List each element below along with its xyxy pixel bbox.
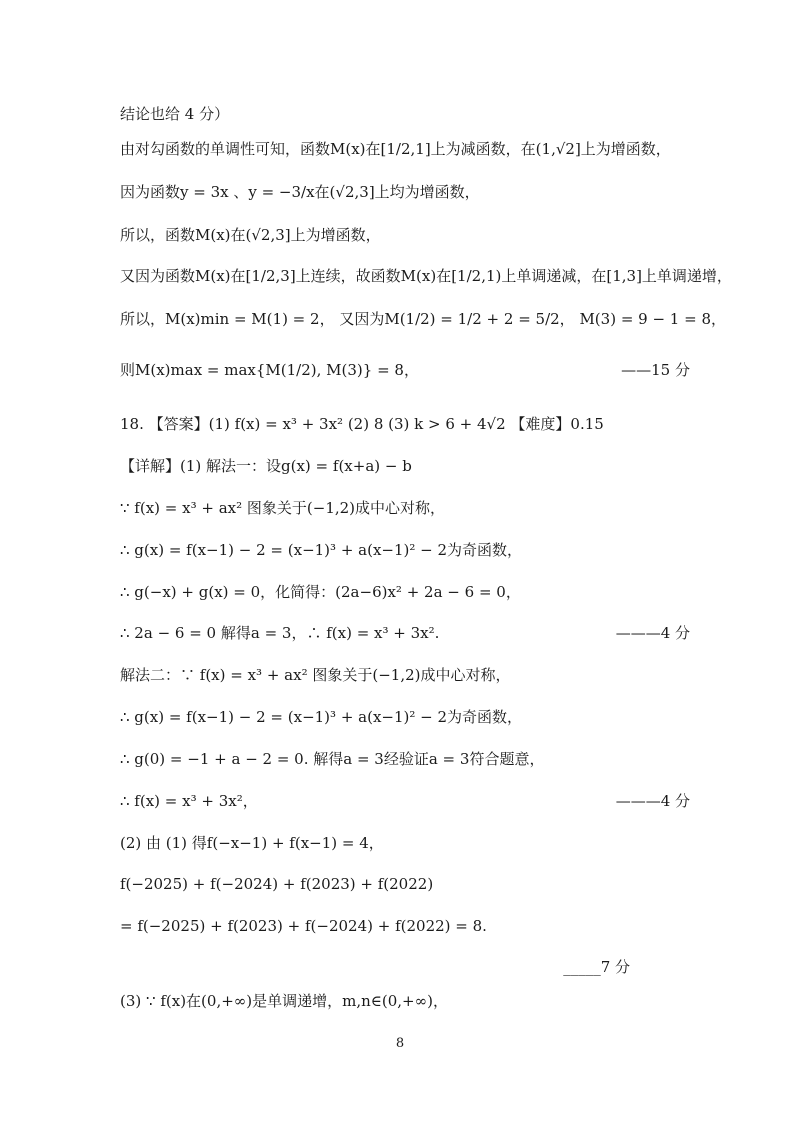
text-line: 所以，函数M(x)在(√2,3]上为增函数， xyxy=(120,226,381,244)
text-line: ∴ g(x) = f(x−1) − 2 = (x−1)³ + a(x−1)² − 2为奇函数， xyxy=(120,541,523,559)
text-line: = f(−2025) + f(2023) + f(−2024) + f(2022) = 8. xyxy=(120,917,487,935)
text-line: 【详解】(1) 解法一：设g(x) = f(x+a) − b xyxy=(120,457,412,475)
text-line: 因为函数y = 3x 、y = −3/x在(√2,3]上均为增函数， xyxy=(120,183,480,201)
text-line: (2) 由 (1) 得f(−x−1) + f(x−1) = 4， xyxy=(120,834,384,852)
score-mark: ——15 分 xyxy=(621,361,690,379)
text-line: 又因为函数M(x)在[1/2,3]上连续，故函数M(x)在[1/2,1)上单调递减，在[1,3]上单调递增， xyxy=(120,267,732,285)
score-mark: ———4 分 xyxy=(615,792,690,810)
score-mark: _____7 分 xyxy=(563,958,630,976)
text-line: 则M(x)max = max{M(1/2), M(3)} = 8， xyxy=(120,361,419,379)
text-line: 解法二：∵ f(x) = x³ + ax² 图象关于(−1,2)成中心对称， xyxy=(120,666,511,684)
text-line: 由对勾函数的单调性可知，函数M(x)在[1/2,1]上为减函数，在(1,√2]上为增函数， xyxy=(120,140,671,158)
text-line: ∴ g(x) = f(x−1) − 2 = (x−1)³ + a(x−1)² − 2为奇函数， xyxy=(120,708,523,726)
text-line: ∴ g(−x) + g(x) = 0，化简得：(2a−6)x² + 2a − 6 = 0， xyxy=(120,583,521,601)
text-line: ∵ f(x) = x³ + ax² 图象关于(−1,2)成中心对称， xyxy=(120,499,446,517)
text-line: ∴ g(0) = −1 + a − 2 = 0. 解得a = 3经验证a = 3符合题意， xyxy=(120,750,545,768)
score-mark: ———4 分 xyxy=(615,624,690,642)
text-line: ∴ 2a − 6 = 0 解得a = 3，∴ f(x) = x³ + 3x². xyxy=(120,624,440,642)
text-line: ∴ f(x) = x³ + 3x²， xyxy=(120,792,258,810)
text-line: f(−2025) + f(−2024) + f(2023) + f(2022) xyxy=(120,875,434,893)
text-line: (3) ∵ f(x)在(0,+∞)是单调递增，m,n∈(0,+∞)， xyxy=(120,992,448,1010)
text-line: 所以，M(x)min = M(1) = 2， 又因为M(1/2) = 1/2 + 2 = 5/2， M(3) = 9 − 1 = 8， xyxy=(120,310,726,328)
text-line: 结论也给 4 分） xyxy=(120,105,230,123)
text-line: 18. 【答案】(1) f(x) = x³ + 3x² (2) 8 (3) k > 6 + 4√2 【难度】0.15 xyxy=(120,415,604,433)
page-number: 8 xyxy=(395,1036,405,1051)
